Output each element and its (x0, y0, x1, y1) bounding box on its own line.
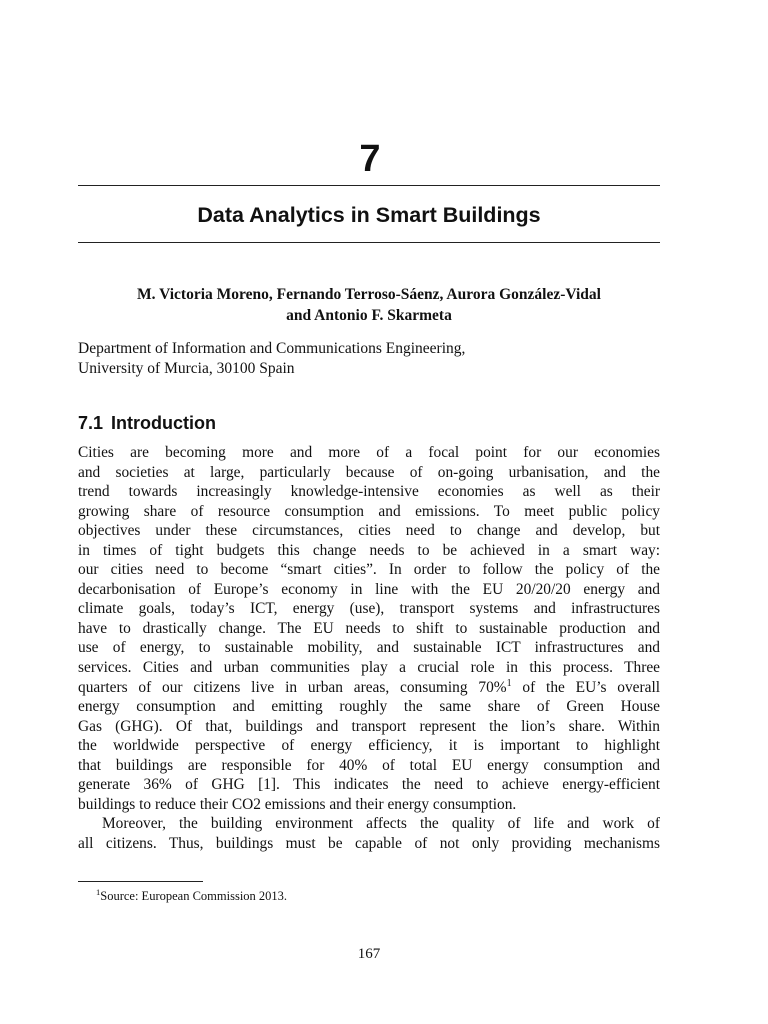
section-title: Introduction (111, 413, 217, 433)
title-rule-bottom (78, 242, 660, 243)
text-line: use of energy, to sustainable mobility, and sustainable ICT infrastructures and (78, 639, 660, 657)
footnote (96, 887, 287, 905)
text-line-footnote (78, 678, 660, 698)
text-line: our cities need to become “smart cities”. In order to follow the policy of the (78, 561, 660, 579)
footnote-marker[interactable]: 1 (506, 677, 512, 689)
body-text (78, 443, 660, 853)
chapter-number: 7 (359, 138, 381, 180)
affiliation-line: Department of Information and Communications Engineering, (78, 340, 466, 357)
text-line: have to drastically change. The EU needs to shift to sustainable production and (78, 619, 660, 637)
text-line: energy consumption and emitting roughly the same share of Green House (78, 698, 660, 716)
text-line: trend towards increasingly knowledge-intensive economies as well as their (78, 483, 660, 501)
section-heading (78, 410, 216, 436)
text-fragment: quarters of our citizens live in urban areas, consuming 70% (78, 678, 507, 696)
text-line: in times of tight budgets this change needs to be achieved in a smart way: (78, 541, 660, 559)
chapter-title: Data Analytics in Smart Buildings (197, 203, 541, 227)
affiliation (78, 339, 660, 379)
text-line: and societies at large, particularly because of on-going urbanisation, and the (78, 463, 660, 481)
affiliation-line: University of Murcia, 30100 Spain (78, 360, 295, 377)
text-line: generate 36% of GHG [1]. This indicates the need to achieve energy-efficient (78, 776, 660, 794)
author-line: and Antonio F. Skarmeta (286, 307, 452, 324)
text-line: buildings to reduce their CO2 emissions and their energy consumption. (78, 795, 517, 813)
text-line: climate goals, today’s ICT, energy (use), transport systems and infrastructures (78, 600, 660, 618)
text-line: Cities are becoming more and more of a focal point for our economies (78, 444, 660, 461)
text-line: Gas (GHG). Of that, buildings and transport represent the lion’s share. Within (78, 717, 660, 735)
footnote-text: Source: European Commission 2013. (100, 889, 288, 903)
text-line: all citizens. Thus, buildings must be capable of not only providing mechanisms (78, 834, 660, 852)
author-list (78, 284, 660, 326)
page-number: 167 (357, 946, 381, 962)
text-line: decarbonisation of Europe’s economy in line with the EU 20/20/20 energy and (78, 580, 660, 598)
text-line: growing share of resource consumption and emissions. To meet public policy (78, 502, 660, 520)
text-line: services. Cities and urban communities play a crucial role in this process. Three (78, 659, 660, 677)
section-number: 7.1 (78, 413, 104, 433)
footnote-number: 1 (96, 886, 101, 897)
footnote-rule (78, 881, 203, 882)
text-fragment: of the EU’s overall (511, 678, 661, 696)
text-line: Moreover, the building environment affects the quality of life and work of (102, 815, 660, 833)
text-line: objectives under these circumstances, cities need to change and develop, but (78, 522, 660, 540)
title-rule-top (78, 185, 660, 186)
text-line: that buildings are responsible for 40% of total EU energy consumption and (78, 756, 660, 774)
author-line: M. Victoria Moreno, Fernando Terroso-Sáenz, Aurora González-Vidal (137, 286, 601, 303)
text-line: the worldwide perspective of energy efficiency, it is important to highlight (78, 737, 660, 755)
